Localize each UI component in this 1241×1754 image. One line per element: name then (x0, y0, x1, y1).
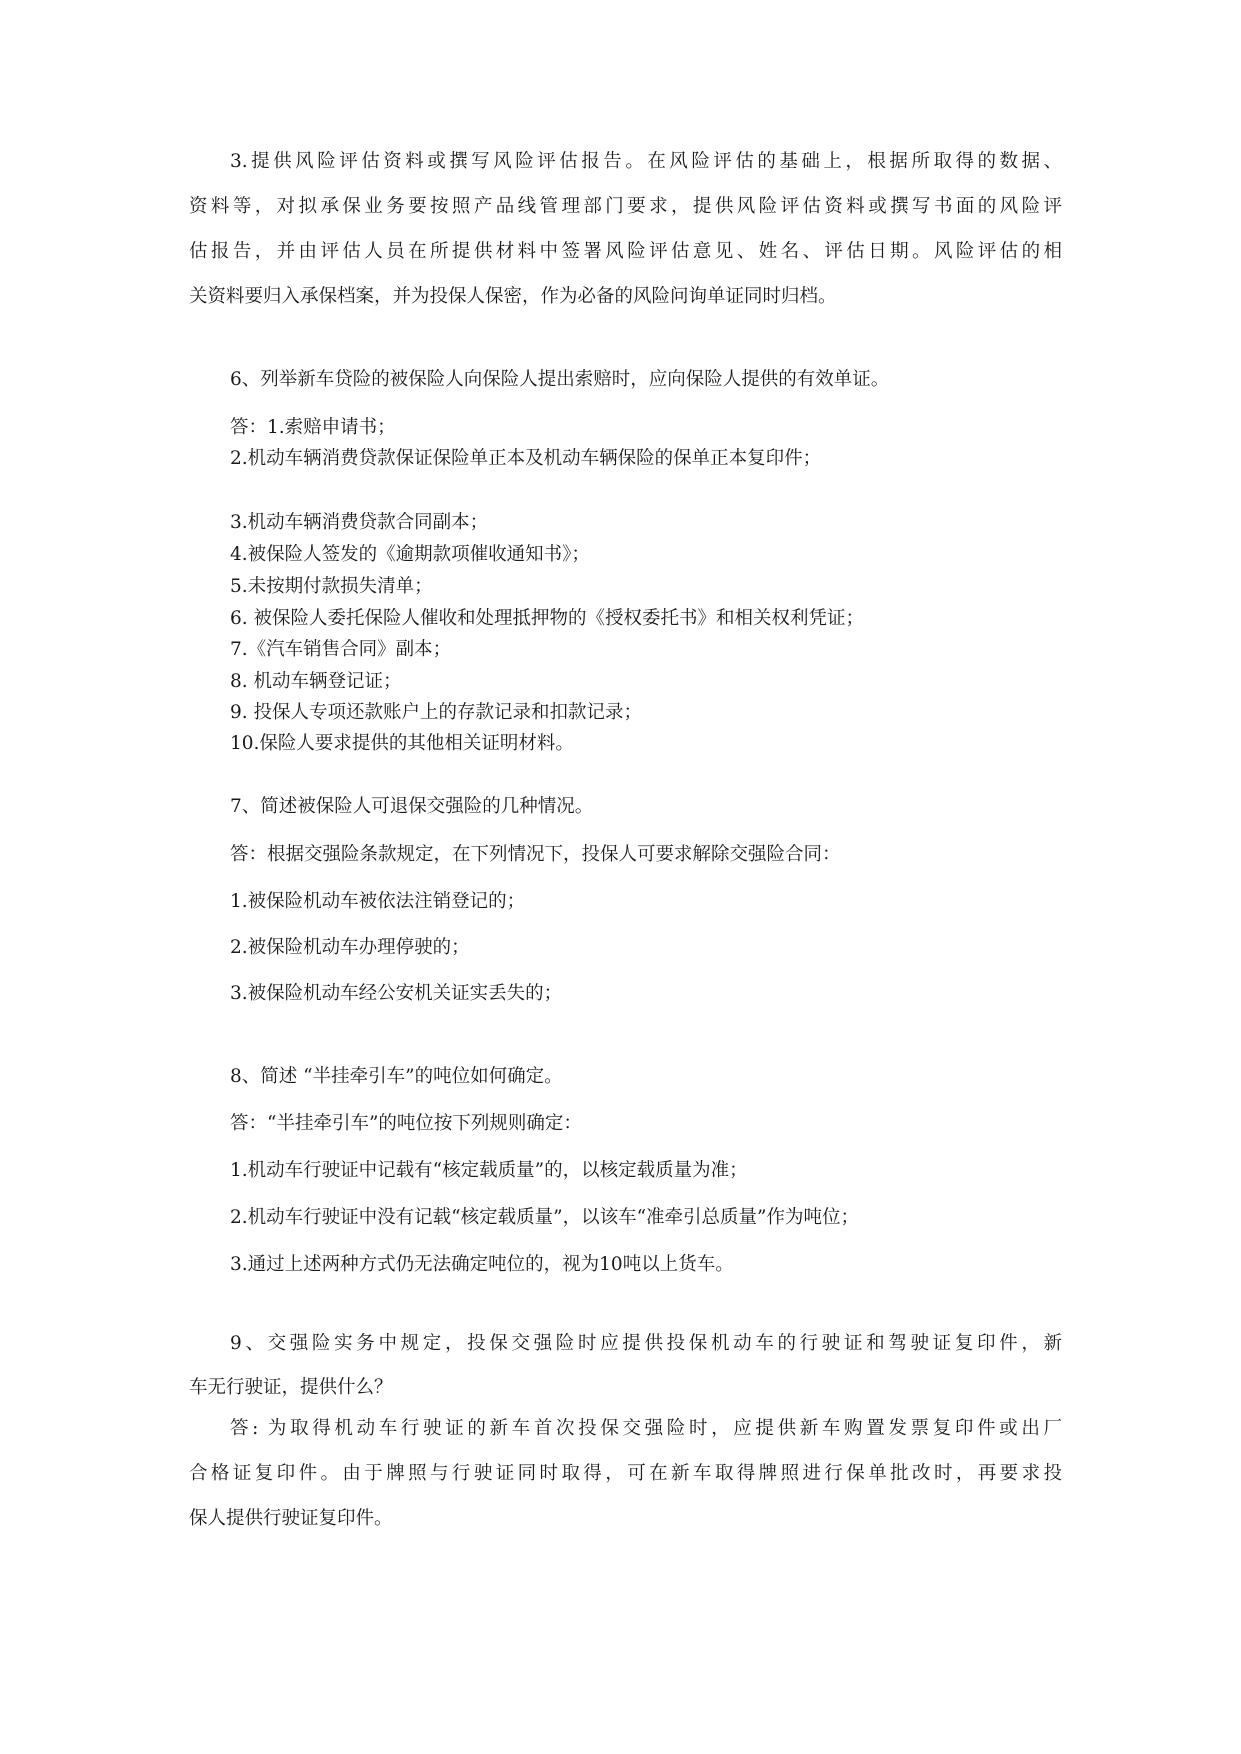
q6-answer-3: 3.机动车辆消费贷款合同副本； (230, 512, 489, 533)
q6-answer-5: 5.未按期付款损失清单； (230, 576, 433, 597)
q7-question: 7、简述被保险人可退保交强险的几种情况。 (230, 796, 594, 817)
section3-line-3: 估报告，并由评估人员在所提供材料中签署风险评估意见、姓名、评估日期。风险评估的相 (189, 241, 1062, 262)
q8-answer-intro: 答：“半挂牵引车”的吨位按下列规则确定： (230, 1113, 582, 1134)
q8-question: 8、简述 “半挂牵引车”的吨位如何确定。 (230, 1066, 563, 1087)
q9-answer-line-1: 答: 为取得机动车行驶证的新车首次投保交强险时，应提供新车购置发票复印件或出厂 (230, 1418, 1062, 1439)
q7-item-2: 2.被保险机动车办理停驶的； (230, 937, 470, 958)
q9-question-line-1: 9、交强险实务中规定，投保交强险时应提供投保机动车的行驶证和驾驶证复印件，新 (230, 1333, 1062, 1354)
q8-item-2: 2.机动车行驶证中没有记载“核定载质量”，以该车“准牵引总质量”作为吨位； (230, 1207, 859, 1228)
q6-answer-4: 4.被保险人签发的《逾期款项催收通知书》； (230, 544, 590, 565)
q6-question: 6、列举新车贷险的被保险人向保险人提出索赔时，应向保险人提供的有效单证。 (230, 369, 890, 390)
q6-answer-9: 9. 投保人专项还款账户上的存款记录和扣款记录； (230, 702, 643, 723)
q9-question-line-2: 车无行驶证，提供什么？ (189, 1377, 393, 1398)
section3-line-4: 关资料要归入承保档案，并为投保人保密，作为必备的风险问询单证同时归档。 (189, 286, 837, 307)
q6-answer-6: 6. 被保险人委托保险人催收和处理抵押物的《授权委托书》和相关权利凭证； (230, 608, 865, 629)
q6-answer-1: 答：1.索赔申请书； (230, 417, 396, 438)
q6-answer-8: 8. 机动车辆登记证； (230, 671, 402, 692)
section3-line-2: 资料等，对拟承保业务要按照产品线管理部门要求，提供风险评估资料或撰写书面的风险评 (189, 196, 1062, 217)
q9-answer-line-2: 合格证复印件。由于牌照与行驶证同时取得，可在新车取得牌照进行保单批改时，再要求投 (189, 1463, 1062, 1484)
q6-answer-2: 2.机动车辆消费贷款保证保险单正本及机动车辆保险的保单正本复印件； (230, 448, 822, 469)
q9-answer-line-3: 保人提供行驶证复印件。 (189, 1508, 393, 1529)
q6-answer-10: 10.保险人要求提供的其他相关证明材料。 (230, 733, 574, 754)
q6-answer-7: 7.《汽车销售合同》副本； (230, 639, 452, 660)
q7-item-3: 3.被保险机动车经公安机关证实丢失的； (230, 983, 563, 1004)
q7-answer-intro: 答：根据交强险条款规定，在下列情况下，投保人可要求解除交强险合同： (230, 844, 841, 865)
q8-item-1: 1.机动车行驶证中记载有“核定载质量”的，以核定载质量为准； (230, 1160, 748, 1181)
q7-item-1: 1.被保险机动车被依法注销登记的； (230, 891, 526, 912)
q8-item-3: 3.通过上述两种方式仍无法确定吨位的，视为10吨以上货车。 (230, 1254, 734, 1275)
section3-line-1: 3.提供风险评估资料或撰写风险评估报告。在风险评估的基础上，根据所取得的数据、 (230, 151, 1062, 172)
